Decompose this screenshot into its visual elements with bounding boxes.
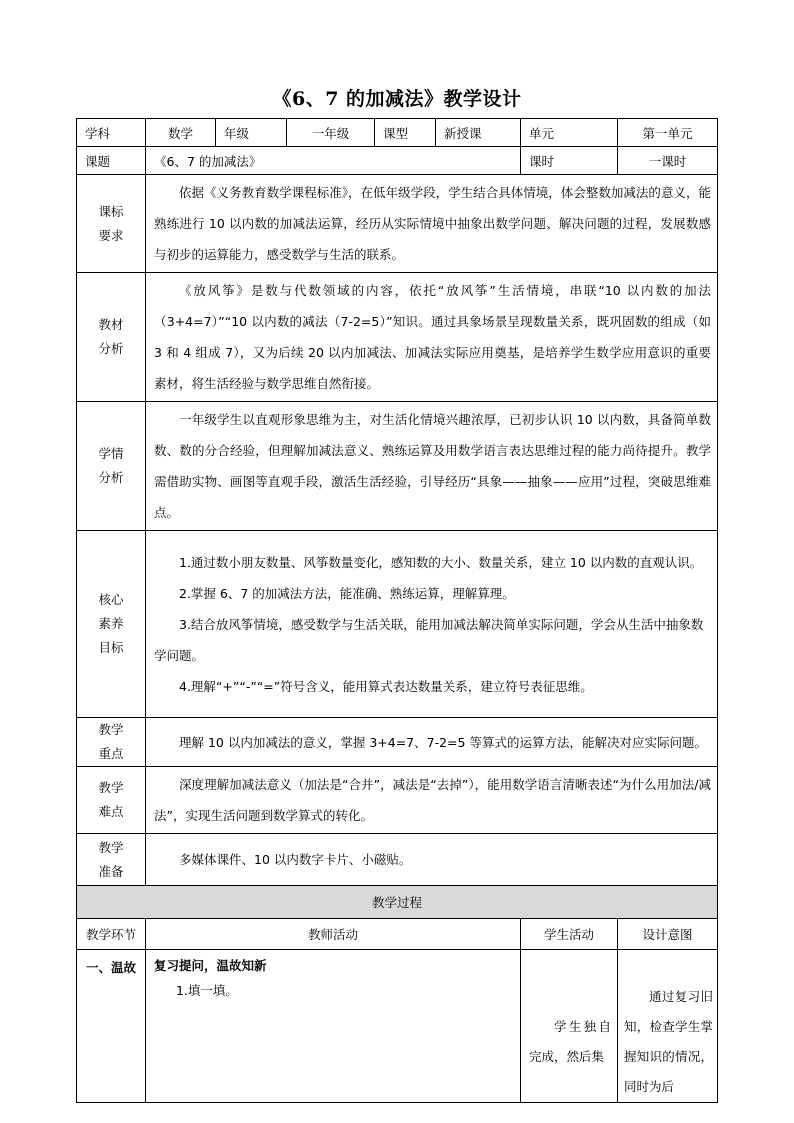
subject-label: 学科 [77, 119, 146, 147]
goal-item: 3.结合放风筝情境，感受数学与生活关联，能用加减法解决简单实际问题，学会从生活中抽象数学问题。 [154, 616, 704, 663]
grade-label: 年级 [216, 119, 287, 147]
difficulties-label: 教学 难点 [77, 767, 146, 834]
material-label: 教材 分析 [77, 273, 146, 402]
goal-item: 1.通过数小朋友数量、风筝数量变化，感知数的大小、数量关系，建立 10 以内数的直观认识。 [179, 554, 703, 570]
goals-list [146, 531, 718, 718]
key-points-label: 教学 重点 [77, 718, 146, 767]
type-value: 新授课 [436, 119, 521, 147]
column-teacher: 教师活动 [146, 919, 521, 950]
grade-value: 一年级 [287, 119, 375, 147]
hours-value: 一课时 [618, 147, 718, 175]
goals-row [77, 531, 718, 718]
preparation-label: 教学 准备 [77, 834, 146, 886]
column-stage: 教学环节 [77, 919, 146, 950]
unit-label: 单元 [521, 119, 618, 147]
goals-label: 核心 素养 目标 [77, 531, 146, 718]
standards-row [77, 175, 718, 273]
learners-label: 学情 分析 [77, 402, 146, 531]
topic-row [77, 147, 718, 175]
stage-cell: 一、温故 [77, 950, 146, 1103]
lesson-plan-table [76, 118, 718, 1103]
standards-text: 依据《义务教育数学课程标准》，在低年级学段，学生结合具体情境，体会整数加减法的意义，能熟练进行 10 以内数的加减法运算，经历从实际情境中抽象出数学问题、解决问题的过程，发展数感与初步的运算能力，感受数学与生活的联系。 [146, 175, 718, 273]
goal-item: 2.掌握 6、7 的加减法方法，能准确、熟练运算，理解算理。 [179, 585, 515, 601]
column-intent: 设计意图 [618, 919, 718, 950]
process-row [77, 950, 718, 1103]
teacher-cell [146, 950, 521, 1103]
topic-value: 《6、7 的加减法》 [146, 147, 521, 175]
hours-label: 课时 [521, 147, 618, 175]
teacher-item: 1.填一填。 [176, 983, 238, 998]
unit-value: 第一单元 [618, 119, 718, 147]
key-points-text: 理解 10 以内加减法的意义，掌握 3+4=7、7-2=5 等算式的运算方法，能解决对应实际问题。 [146, 718, 718, 767]
standards-label: 课标 要求 [77, 175, 146, 273]
process-header-row [77, 886, 718, 919]
subject-value: 数学 [146, 119, 216, 147]
key-points-row [77, 718, 718, 767]
document-title: 《6、7 的加减法》教学设计 [272, 88, 522, 110]
process-header: 教学过程 [77, 886, 718, 919]
teacher-heading: 复习提问，温故知新 [154, 958, 267, 973]
learners-text: 一年级学生以直观形象思维为主，对生活化情境兴趣浓厚，已初步认识 10 以内数，具备简单数数、数的分合经验，但理解加减法意义、熟练运算及用数学语言表达思维过程的能力尚待提升。教学需借助实物、画图等直观手段，激活生活经验，引导经历“具象——抽象——应用”过程，突破思维难点。 [146, 402, 718, 531]
preparation-row [77, 834, 718, 886]
student-cell: 学生独自完成，然后集 [521, 950, 618, 1103]
difficulties-row [77, 767, 718, 834]
preparation-text: 多媒体课件、10 以内数字卡片、小磁贴。 [146, 834, 718, 886]
topic-label: 课题 [77, 147, 146, 175]
material-text: 《放风筝》是数与代数领域的内容，依托“放风筝”生活情境，串联“10 以内数的加法（3+4=7）”“10 以内数的减法（7-2=5）”知识。通过具象场景呈现数量关系，既巩固数的组成（如 3 和 4 组成 7），又为后续 20 以内加减法、加减法实际应用奠基，是培养学生数学应用意识的重要素材，将生活经验与数学思维自然衔接。 [146, 273, 718, 402]
process-columns-row [77, 919, 718, 950]
intent-cell: 通过复习旧知，检查学生掌握知识的情况，同时为后 [618, 950, 718, 1103]
type-label: 课型 [375, 119, 436, 147]
difficulties-text: 深度理解加减法意义（加法是“合并”，减法是“去掉”），能用数学语言清晰表述“为什么用加法/减法”，实现生活问题到数学算式的转化。 [146, 767, 718, 834]
learners-row [77, 402, 718, 531]
info-row [77, 119, 718, 147]
goal-item: 4.理解“+”“-”“=”符号含义，能用算式表达数量关系，建立符号表征思维。 [179, 678, 593, 694]
column-student: 学生活动 [521, 919, 618, 950]
material-row [77, 273, 718, 402]
